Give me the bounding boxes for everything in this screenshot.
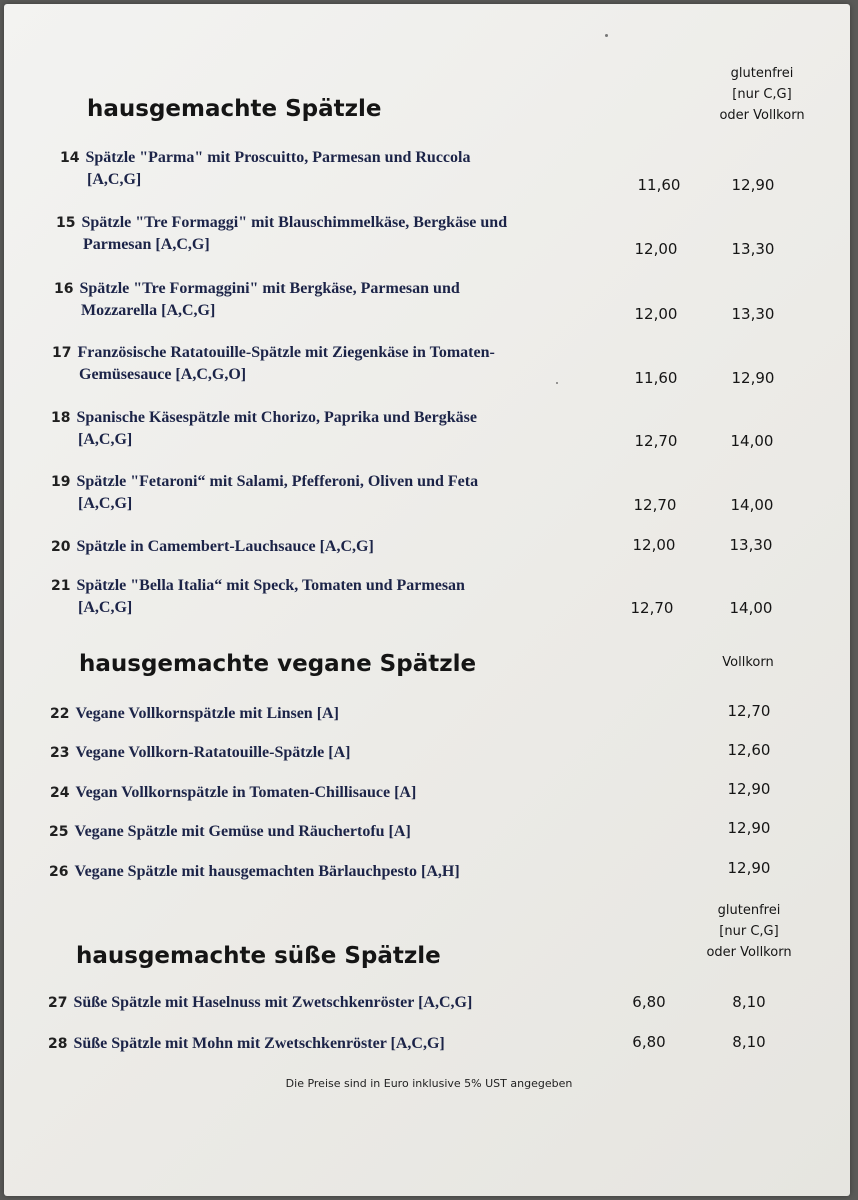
price-19: 12,70 <box>633 496 677 514</box>
menu-item-19: 19 Spätzle "Fetaroni“ mit Salami, Pfefferoni, Oliven und Feta [A,C,G] <box>51 473 479 512</box>
price-14: 11,60 <box>637 176 681 194</box>
column-header-glutenfree-2: glutenfrei [nur C,G] oder Vollkorn <box>706 903 792 960</box>
price-28: 6,80 <box>632 1033 666 1051</box>
price-16: 12,00 <box>634 305 678 323</box>
price-alt-21: 14,00 <box>729 599 773 617</box>
menu-item-26: 26 Vegane Spätzle mit hausgemachten Bärlauchpesto [A,H] <box>49 863 460 880</box>
menu-item-22: 22 Vegane Vollkornspätzle mit Linsen [A] <box>50 705 339 722</box>
price-alt-26: 12,90 <box>727 859 771 877</box>
menu-item-16: 16 Spätzle "Tre Formaggini" mit Bergkäse, Parmesan und Mozzarella [A,C,G] <box>54 280 460 319</box>
menu-item-23: 23 Vegane Vollkorn-Ratatouille-Spätzle [A] <box>50 744 351 761</box>
price-alt-27: 8,10 <box>732 993 766 1011</box>
section-title-spaetzle: hausgemachte Spätzle <box>87 96 382 122</box>
section-title-sweet: hausgemachte süße Spätzle <box>76 943 441 969</box>
menu-item-15: 15 Spätzle "Tre Formaggi" mit Blauschimmelkäse, Bergkäse und Parmesan [A,C,G] <box>56 214 508 253</box>
menu-item-21: 21 Spätzle "Bella Italia“ mit Speck, Tomaten und Parmesan [A,C,G] <box>51 577 465 616</box>
menu-item-28: 28 Süße Spätzle mit Mohn mit Zwetschkenröster [A,C,G] <box>48 1035 445 1052</box>
menu-item-17: 17 Französische Ratatouille-Spätzle mit Ziegenkäse in Tomaten- Gemüsesauce [A,C,G,O] <box>52 344 495 383</box>
price-alt-16: 13,30 <box>731 305 775 323</box>
price-17: 11,60 <box>634 369 678 387</box>
menu-item-20: 20 Spätzle in Camembert-Lauchsauce [A,C,G] <box>51 538 374 555</box>
price-alt-20: 13,30 <box>729 536 773 554</box>
price-footnote: Die Preise sind in Euro inklusive 5% UST angegeben <box>285 1077 573 1090</box>
price-alt-28: 8,10 <box>732 1033 766 1051</box>
price-alt-19: 14,00 <box>730 496 774 514</box>
price-alt-14: 12,90 <box>731 176 775 194</box>
price-21: 12,70 <box>630 599 674 617</box>
price-alt-23: 12,60 <box>727 741 771 759</box>
menu-item-24: 24 Vegan Vollkornspätzle in Tomaten-Chillisauce [A] <box>50 784 417 801</box>
menu-item-27: 27 Süße Spätzle mit Haselnuss mit Zwetschkenröster [A,C,G] <box>48 994 473 1011</box>
price-alt-25: 12,90 <box>727 819 771 837</box>
price-18: 12,70 <box>634 432 678 450</box>
column-header-wholegrain: Vollkorn <box>722 655 774 670</box>
column-header-glutenfree: glutenfrei [nur C,G] oder Vollkorn <box>719 66 805 123</box>
price-15: 12,00 <box>634 240 678 258</box>
price-20: 12,00 <box>632 536 676 554</box>
paper-speck <box>605 34 608 37</box>
menu-item-25: 25 Vegane Spätzle mit Gemüse und Räuchertofu [A] <box>49 823 411 840</box>
price-alt-15: 13,30 <box>731 240 775 258</box>
price-alt-22: 12,70 <box>727 702 771 720</box>
section-title-vegan: hausgemachte vegane Spätzle <box>79 651 477 677</box>
price-27: 6,80 <box>632 993 666 1011</box>
menu-item-18: 18 Spanische Käsespätzle mit Chorizo, Paprika und Bergkäse [A,C,G] <box>51 409 477 448</box>
price-alt-17: 12,90 <box>731 369 775 387</box>
price-alt-18: 14,00 <box>730 432 774 450</box>
menu-item-14: 14 Spätzle "Parma" mit Proscuitto, Parmesan und Ruccola [A,C,G] <box>60 149 471 188</box>
price-alt-24: 12,90 <box>727 780 771 798</box>
